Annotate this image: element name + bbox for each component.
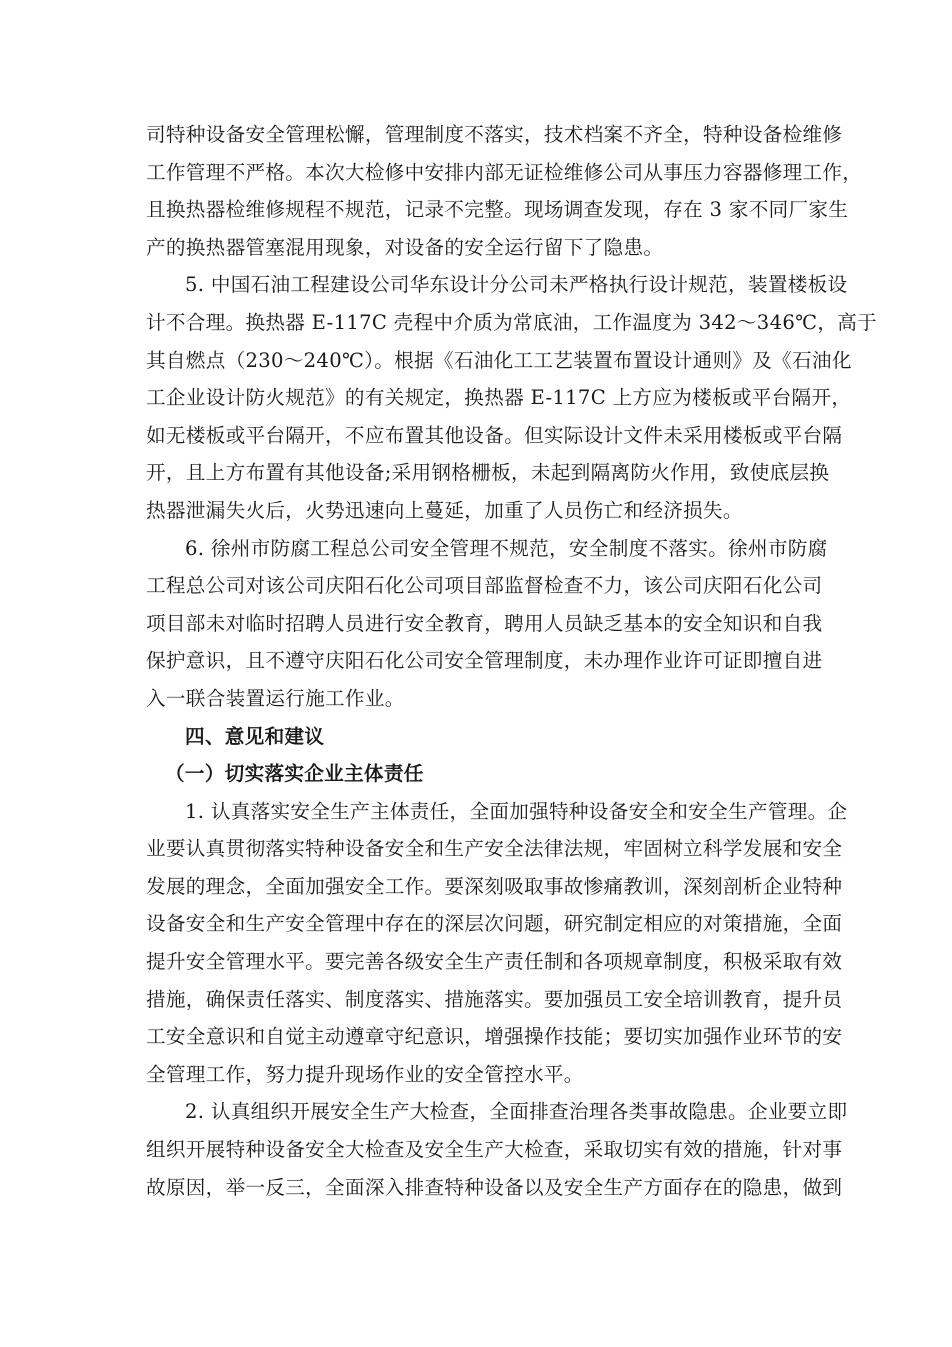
body-text-line: 开，且上方布置有其他设备;采用钢格栅板，未起到隔离防火作用，致使底层换 xyxy=(146,461,830,485)
section-heading: 四、意见和建议 xyxy=(185,724,325,748)
body-text-line: 且换热器检维修规程不规范，记录不完整。现场调查发现，存在 3 家不同厂家生 xyxy=(146,198,849,222)
body-text-line: 组织开展特种设备安全大检查及安全生产大检查，采取切实有效的措施，针对事 xyxy=(146,1138,843,1162)
body-text-line: 项目部未对临时招聘人员进行安全教育，聘用人员缺乏基本的安全知识和自我 xyxy=(146,611,823,635)
body-text-line: 全管理工作，努力提升现场作业的安全管控水平。 xyxy=(146,1062,584,1086)
body-text-line: 如无楼板或平台隔开，不应布置其他设备。但实际设计文件未采用楼板或平台隔 xyxy=(146,423,843,447)
body-text-line: 发展的理念，全面加强安全工作。要深刻吸取事故惨痛教训，深刻剖析企业特种 xyxy=(146,874,843,898)
paragraph-start-line: 1. 认真落实安全生产主体责任，全面加强特种设备安全和安全生产管理。企 xyxy=(185,799,848,823)
paragraph-start-line: 6. 徐州市防腐工程总公司安全管理不规范，安全制度不落实。徐州市防腐 xyxy=(185,536,828,560)
body-text-line: 设备安全和生产安全管理中存在的深层次问题，研究制定相应的对策措施，全面 xyxy=(146,912,843,936)
body-text-line: 其自燃点（230～240℃）。根据《石油化工工艺装置布置设计通则》及《石油化 xyxy=(146,348,852,372)
body-text-line: 业要认真贯彻落实特种设备安全和生产安全法律法规，牢固树立科学发展和安全 xyxy=(146,837,843,861)
body-text-line: 工程总公司对该公司庆阳石化公司项目部监督检查不力，该公司庆阳石化公司 xyxy=(146,574,823,598)
subsection-heading: （一）切实落实企业主体责任 xyxy=(165,762,424,786)
body-text-line: 热器泄漏失火后，火势迅速向上蔓延，加重了人员伤亡和经济损失。 xyxy=(146,498,743,522)
body-text-line: 工安全意识和自觉主动遵章守纪意识，增强操作技能；要切实加强作业环节的安 xyxy=(146,1025,843,1049)
body-text-line: 司特种设备安全管理松懈，管理制度不落实，技术档案不齐全，特种设备检维修 xyxy=(146,123,843,146)
body-text-line: 保护意识，且不遵守庆阳石化公司安全管理制度，未办理作业许可证即擅自进 xyxy=(146,649,823,673)
body-text-line: 措施，确保责任落实、制度落实、措施落实。要加强员工安全培训教育，提升员 xyxy=(146,987,843,1011)
body-text-line: 工作管理不严格。本次大检修中安排内部无证检维修公司从事压力容器修理工作， xyxy=(146,160,863,184)
paragraph-start-line: 2. 认真组织开展安全生产大检查，全面排查治理各类事故隐患。企业要立即 xyxy=(185,1100,848,1124)
body-text-line: 产的换热器管塞混用现象，对设备的安全运行留下了隐患。 xyxy=(146,235,664,259)
document-page xyxy=(146,116,878,1206)
body-text-line: 入一联合装置运行施工作业。 xyxy=(146,686,405,710)
body-text-line: 提升安全管理水平。要完善各级安全生产责任制和各项规章制度，积极采取有效 xyxy=(146,950,843,974)
body-text-line: 工企业设计防火规范》的有关规定，换热器 E-117C 上方应为楼板或平台隔开， xyxy=(146,386,852,410)
body-text-line: 故原因，举一反三，全面深入排查特种设备以及安全生产方面存在的隐患，做到 xyxy=(146,1175,843,1199)
body-text-line: 计不合理。换热器 E-117C 壳程中介质为常底油，工作温度为 342～346℃，高于 xyxy=(146,310,878,334)
paragraph-start-line: 5. 中国石油工程建设公司华东设计分公司未严格执行设计规范，装置楼板设 xyxy=(185,273,848,297)
